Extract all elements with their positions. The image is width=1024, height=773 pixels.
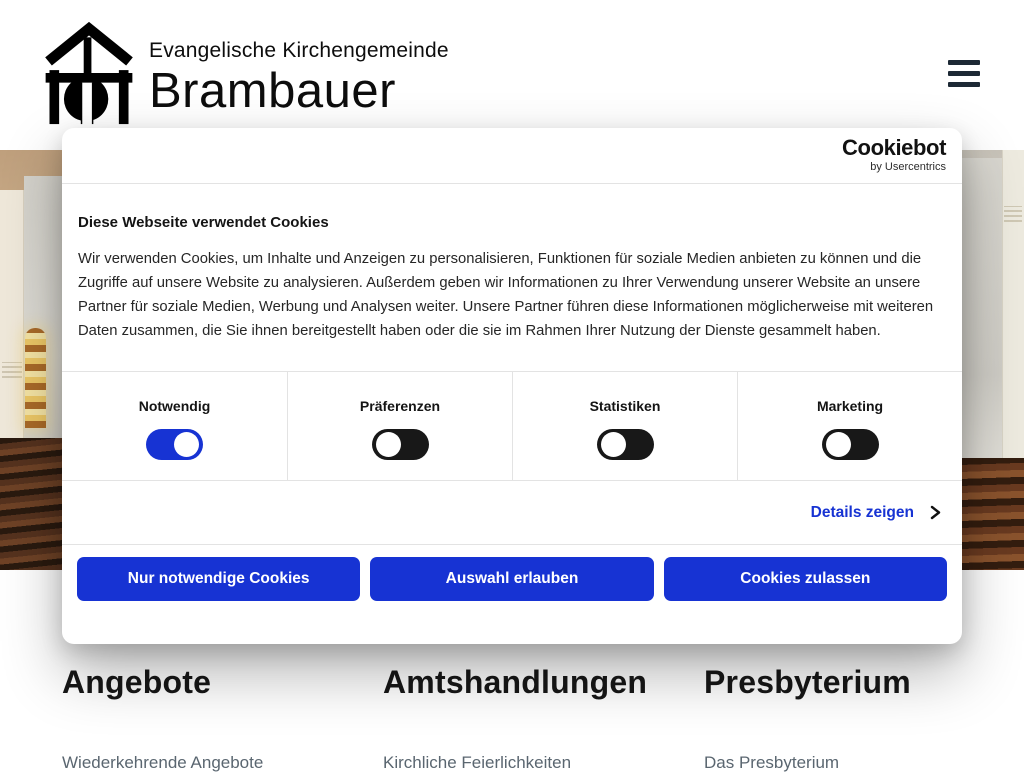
chevron-right-icon <box>929 505 942 520</box>
toggle-marketing[interactable] <box>822 429 879 460</box>
content-columns <box>62 663 962 773</box>
section-heading: Amtshandlungen <box>383 664 648 700</box>
section-teaser: Das Presbyterium <box>704 753 840 772</box>
category-label: Marketing <box>816 398 884 414</box>
hamburger-bar <box>948 82 980 87</box>
toggle-notwendig[interactable] <box>146 429 203 460</box>
section-presbyterium <box>704 663 962 773</box>
toggle-knob <box>376 432 401 457</box>
cookiebot-logo[interactable] <box>842 137 946 173</box>
stained-glass-window <box>25 328 46 428</box>
church-icon <box>45 20 133 126</box>
section-teaser: Wiederkehrende Angebote <box>62 753 264 772</box>
section-angebote <box>62 663 320 773</box>
cookie-categories <box>62 371 962 481</box>
section-heading: Presbyterium <box>704 664 911 700</box>
toggle-praeferenzen[interactable] <box>372 429 429 460</box>
category-praeferenzen <box>287 372 512 480</box>
arch-decor <box>958 158 1004 468</box>
pillar-grooves <box>1004 206 1022 222</box>
cookie-dialog-title: Diese Webseite verwendet Cookies <box>78 214 329 231</box>
toggle-knob <box>601 432 626 457</box>
hamburger-menu-icon[interactable] <box>948 60 980 87</box>
details-zeigen-label: Details zeigen <box>810 503 914 521</box>
cookie-dialog-buttons <box>62 545 962 601</box>
org-line: Evangelische Kirchengemeinde <box>149 39 449 62</box>
cookiebot-byline: by Usercentrics <box>870 161 946 173</box>
toggle-statistiken[interactable] <box>597 429 654 460</box>
hamburger-bar <box>948 71 980 76</box>
cookies-zulassen-button[interactable]: Cookies zulassen <box>664 557 947 601</box>
nur-notwendige-cookies-button[interactable]: Nur notwendige Cookies <box>77 557 360 601</box>
section-heading: Angebote <box>62 664 212 700</box>
logo-text <box>149 20 449 116</box>
cookie-dialog-description: Wir verwenden Cookies, um Inhalte und Anzeigen zu personalisieren, Funktionen für soziale Medien anbieten zu können und die Zugriffe auf unsere Website zu analysieren. Außerdem geben wir Informationen zu Ihrer Verwendung unserer Website an unsere Partner für soziale Medien, Werbung und Analysen weiter. Unsere Partner führen diese Informationen möglicherweise mit weiteren Daten zusammen, die Sie ihnen bereitgestellt haben oder die sie im Rahmen Ihrer Nutzung der Dienste gesammelt haben. <box>78 251 934 339</box>
details-zeigen-link[interactable] <box>62 481 962 545</box>
category-label: Statistiken <box>589 398 661 414</box>
category-marketing <box>737 372 962 480</box>
hamburger-bar <box>948 60 980 65</box>
section-amtshandlungen <box>383 663 648 773</box>
cookie-consent-dialog <box>62 128 962 644</box>
cookie-dialog-header <box>62 128 962 184</box>
org-name: Brambauer <box>149 64 396 118</box>
church-pews <box>960 458 1024 570</box>
section-teaser: Kirchliche Feierlichkeiten <box>383 753 572 772</box>
toggle-knob <box>826 432 851 457</box>
category-label: Notwendig <box>138 398 211 414</box>
category-notwendig <box>62 372 287 480</box>
toggle-knob <box>174 432 199 457</box>
cookiebot-logo-text: Cookiebot <box>842 135 946 160</box>
category-label: Präferenzen <box>359 398 441 414</box>
site-logo[interactable] <box>45 20 449 126</box>
pillar-grooves <box>2 362 22 378</box>
category-statistiken <box>512 372 737 480</box>
auswahl-erlauben-button[interactable]: Auswahl erlauben <box>370 557 653 601</box>
